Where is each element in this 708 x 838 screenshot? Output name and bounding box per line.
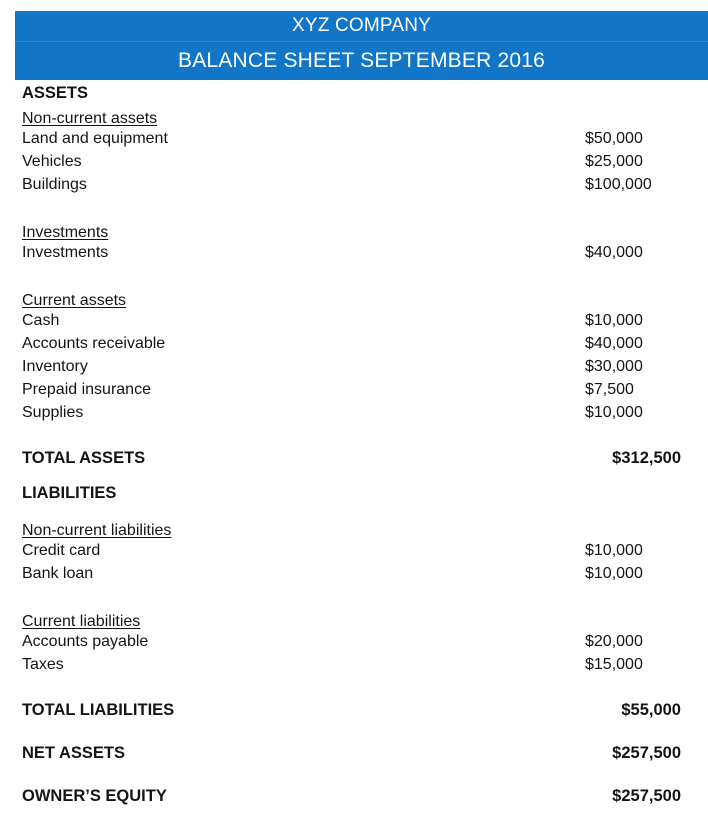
line-item-amount: $40,000 xyxy=(585,244,643,261)
group-heading-label: Investments xyxy=(22,224,109,241)
line-item-amount: $10,000 xyxy=(585,404,643,421)
summary-spacer xyxy=(22,775,681,787)
table-row xyxy=(22,176,681,199)
group-heading-investments xyxy=(22,221,681,244)
table-row xyxy=(22,312,681,335)
summary-spacer xyxy=(22,732,681,744)
line-item-label: Buildings xyxy=(22,176,87,193)
total-liabilities-amount: $55,000 xyxy=(621,701,681,719)
line-item-label: Supplies xyxy=(22,404,84,421)
group-heading-non-current-liabilities xyxy=(22,519,681,542)
table-row xyxy=(22,404,681,427)
line-item-label: Prepaid insurance xyxy=(22,381,151,398)
net-assets-amount: $257,500 xyxy=(612,744,681,762)
line-item-amount: $30,000 xyxy=(585,358,643,375)
line-item-label: Credit card xyxy=(22,542,101,559)
document-header-banner xyxy=(15,11,708,80)
table-row xyxy=(22,130,681,153)
group-heading-non-current-assets xyxy=(22,107,681,130)
line-item-amount: $10,000 xyxy=(585,542,643,559)
line-item-label: Cash xyxy=(22,312,60,329)
line-item-amount: $10,000 xyxy=(585,312,643,329)
line-item-amount: $25,000 xyxy=(585,153,643,170)
total-spacer xyxy=(22,427,681,449)
line-item-label: Accounts receivable xyxy=(22,335,166,352)
company-name: XYZ COMPANY xyxy=(15,11,708,42)
total-liabilities-label: TOTAL LIABILITIES xyxy=(22,701,175,719)
total-assets-label: TOTAL ASSETS xyxy=(22,449,146,467)
group-spacer xyxy=(22,267,681,289)
line-item-label: Vehicles xyxy=(22,153,82,170)
table-row xyxy=(22,358,681,381)
table-row xyxy=(22,565,681,588)
section-spacer xyxy=(22,507,681,519)
table-row xyxy=(22,244,681,267)
table-row xyxy=(22,153,681,176)
table-row xyxy=(22,542,681,565)
total-spacer xyxy=(22,679,681,701)
group-heading-current-assets xyxy=(22,289,681,312)
table-row xyxy=(22,633,681,656)
line-item-label: Investments xyxy=(22,244,109,261)
statement-title: BALANCE SHEET SEPTEMBER 2016 xyxy=(177,49,546,72)
group-spacer xyxy=(22,588,681,610)
total-liabilities-row xyxy=(22,701,681,732)
balance-sheet-body xyxy=(0,80,708,818)
group-heading-label: Non-current assets xyxy=(22,110,158,127)
table-row xyxy=(22,381,681,404)
line-item-amount: $20,000 xyxy=(585,633,643,650)
line-item-amount: $100,000 xyxy=(585,176,652,193)
line-item-label: Accounts payable xyxy=(22,633,149,650)
line-item-amount: $15,000 xyxy=(585,656,643,673)
line-item-label: Taxes xyxy=(22,656,64,673)
line-item-amount: $10,000 xyxy=(585,565,643,582)
owners-equity-amount: $257,500 xyxy=(612,787,681,805)
line-item-label: Inventory xyxy=(22,358,88,375)
table-row xyxy=(22,335,681,358)
line-item-amount: $7,500 xyxy=(585,381,634,398)
group-heading-label: Non-current liabilities xyxy=(22,522,172,539)
group-spacer xyxy=(22,199,681,221)
net-assets-label: NET ASSETS xyxy=(22,744,125,762)
total-assets-amount: $312,500 xyxy=(612,449,681,467)
line-item-amount: $40,000 xyxy=(585,335,643,352)
total-assets-row xyxy=(22,449,681,480)
owners-equity-row xyxy=(22,787,681,818)
line-item-amount: $50,000 xyxy=(585,130,643,147)
section-heading-liabilities: LIABILITIES xyxy=(22,484,117,502)
owners-equity-label: OWNER’S EQUITY xyxy=(22,787,167,805)
section-heading-assets: ASSETS xyxy=(22,84,89,102)
line-item-label: Bank loan xyxy=(22,565,94,582)
group-heading-label: Current liabilities xyxy=(22,613,141,630)
line-item-label: Land and equipment xyxy=(22,130,168,147)
group-heading-current-liabilities xyxy=(22,610,681,633)
table-row xyxy=(22,656,681,679)
group-heading-label: Current assets xyxy=(22,292,127,309)
net-assets-row xyxy=(22,744,681,775)
